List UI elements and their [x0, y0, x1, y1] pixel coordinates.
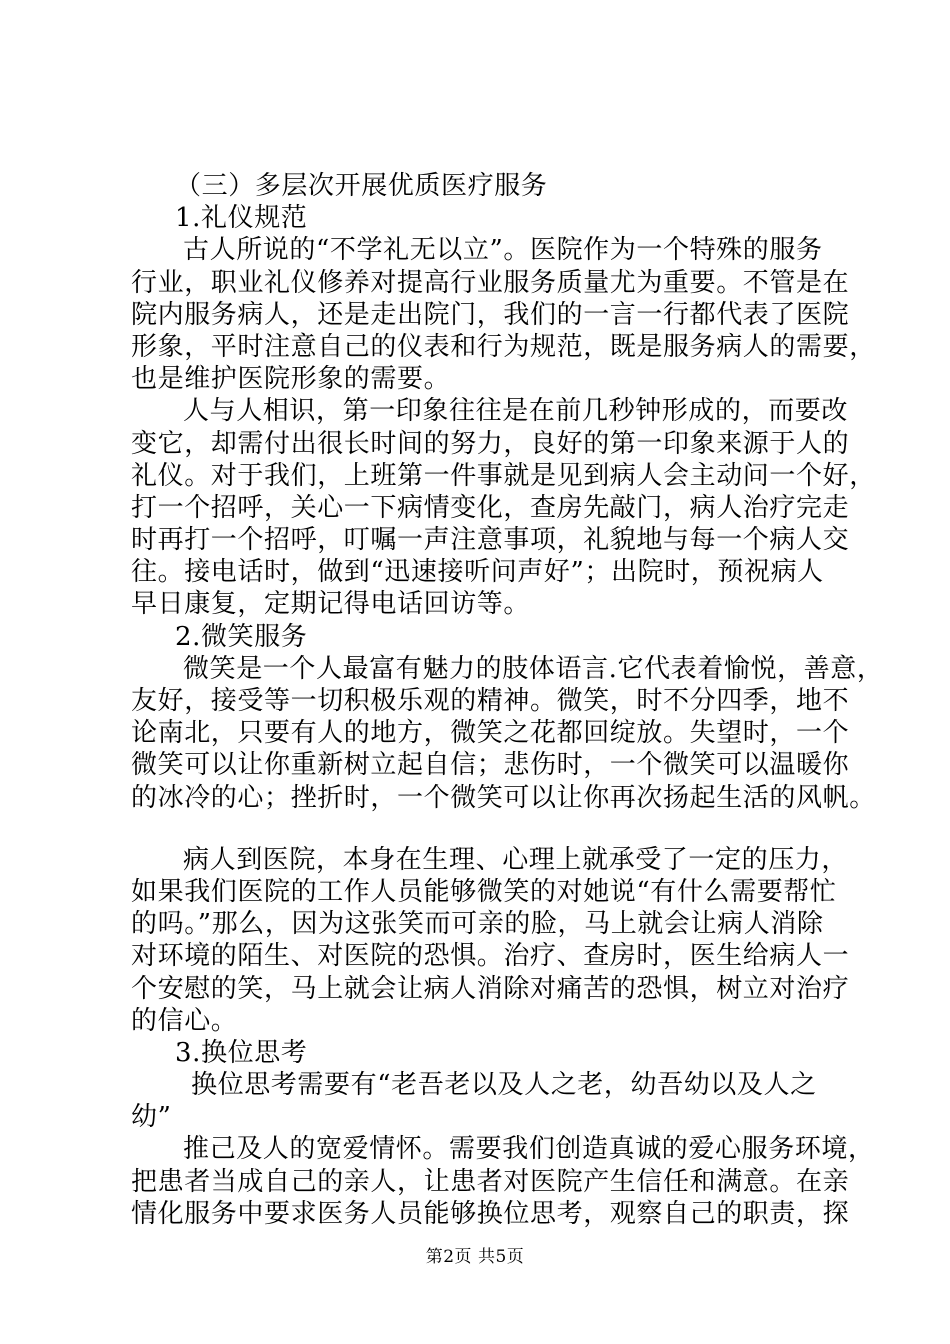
text-line: 也是维护医院形象的需要。 — [131, 364, 451, 395]
text-line: 礼仪。对于我们，上班第一件事就是见到病人会主动问一个好， — [131, 460, 876, 491]
text-line: 微笑是一个人最富有魅力的肢体语言.它代表着愉悦，善意， — [183, 653, 884, 684]
text-line: 幼” — [131, 1102, 172, 1133]
text-line: 变它，却需付出很长时间的努力，良好的第一印象来源于人的 — [131, 428, 850, 459]
text-line: 往。接电话时，做到“迅速接听问声好”；出院时，预祝病人 — [131, 557, 824, 588]
paragraph-gap — [131, 814, 831, 844]
text-line: 友好，接受等一切积极乐观的精神。微笑，时不分四季，地不 — [131, 686, 850, 716]
text-line: 的信心。 — [131, 1005, 238, 1036]
text-line: 如果我们医院的工作人员能够微笑的对她说“有什么需要帮忙 — [131, 876, 837, 907]
text-line: 的吗。”那么，因为这张笑而可亲的脸，马上就会让病人消除 — [131, 909, 824, 940]
text-line: 人与人相识，第一印象往往是在前几秒钟形成的，而要改 — [183, 396, 849, 427]
text-line: 早日康复，定期记得电话回访等。 — [131, 589, 531, 620]
text-line: 对环境的陌生、对医院的恐惧。治疗、查房时，医生给病人一 — [131, 941, 850, 972]
text-line: 时再打一个招呼，叮嘱一声注意事项，礼貌地与每一个病人交 — [131, 525, 850, 556]
text-line: 的冰冷的心；挫折时，一个微笑可以让你再次扬起生活的风帆。 — [131, 782, 876, 813]
text-line: 行业，职业礼仪修养对提高行业服务质量尤为重要。不管是在 — [131, 267, 850, 298]
text-line: 病人到医院，本身在生理、心理上就承受了一定的压力， — [183, 844, 849, 875]
text-line: 打一个招呼，关心一下病情变化，查房先敲门，病人治疗完走 — [131, 492, 850, 523]
document-body — [131, 170, 884, 1230]
text-line: 论南北，只要有人的地方，微笑之花都回绽放。失望时，一个 — [131, 718, 850, 749]
text-line: 形象，平时注意自己的仪表和行为规范，既是服务病人的需要， — [131, 331, 876, 362]
text-line: 个安慰的笑，马上就会让病人消除对痛苦的恐惧，树立对治疗 — [131, 973, 850, 1004]
text-line: 微笑可以让你重新树立起自信；悲伤时，一个微笑可以温暖你 — [131, 750, 850, 781]
page-footer: 第2页 共5页 — [425, 1247, 525, 1267]
subheading-empathy: 3.换位思考 — [175, 1037, 308, 1068]
subheading-etiquette: 1.礼仪规范 — [175, 203, 308, 234]
text-line: 换位思考需要有“老吾老以及人之老，幼吾幼以及人之 — [191, 1070, 817, 1101]
subheading-smile-service: 2.微笑服务 — [175, 621, 308, 652]
text-line: 情化服务中要求医务人员能够换位思考，观察自己的职责，探 — [131, 1198, 850, 1229]
text-line: 把患者当成自己的亲人，让患者对医院产生信任和满意。在亲 — [131, 1166, 850, 1197]
text-line: 古人所说的“不学礼无以立”。医院作为一个特殊的服务 — [183, 235, 823, 266]
section-heading: （三）多层次开展优质医疗服务 — [175, 171, 548, 201]
text-line: 推己及人的宽爱情怀。需要我们创造真诚的爱心服务环境， — [183, 1134, 875, 1165]
text-line: 院内服务病人，还是走出院门，我们的一言一行都代表了医院 — [131, 299, 850, 330]
